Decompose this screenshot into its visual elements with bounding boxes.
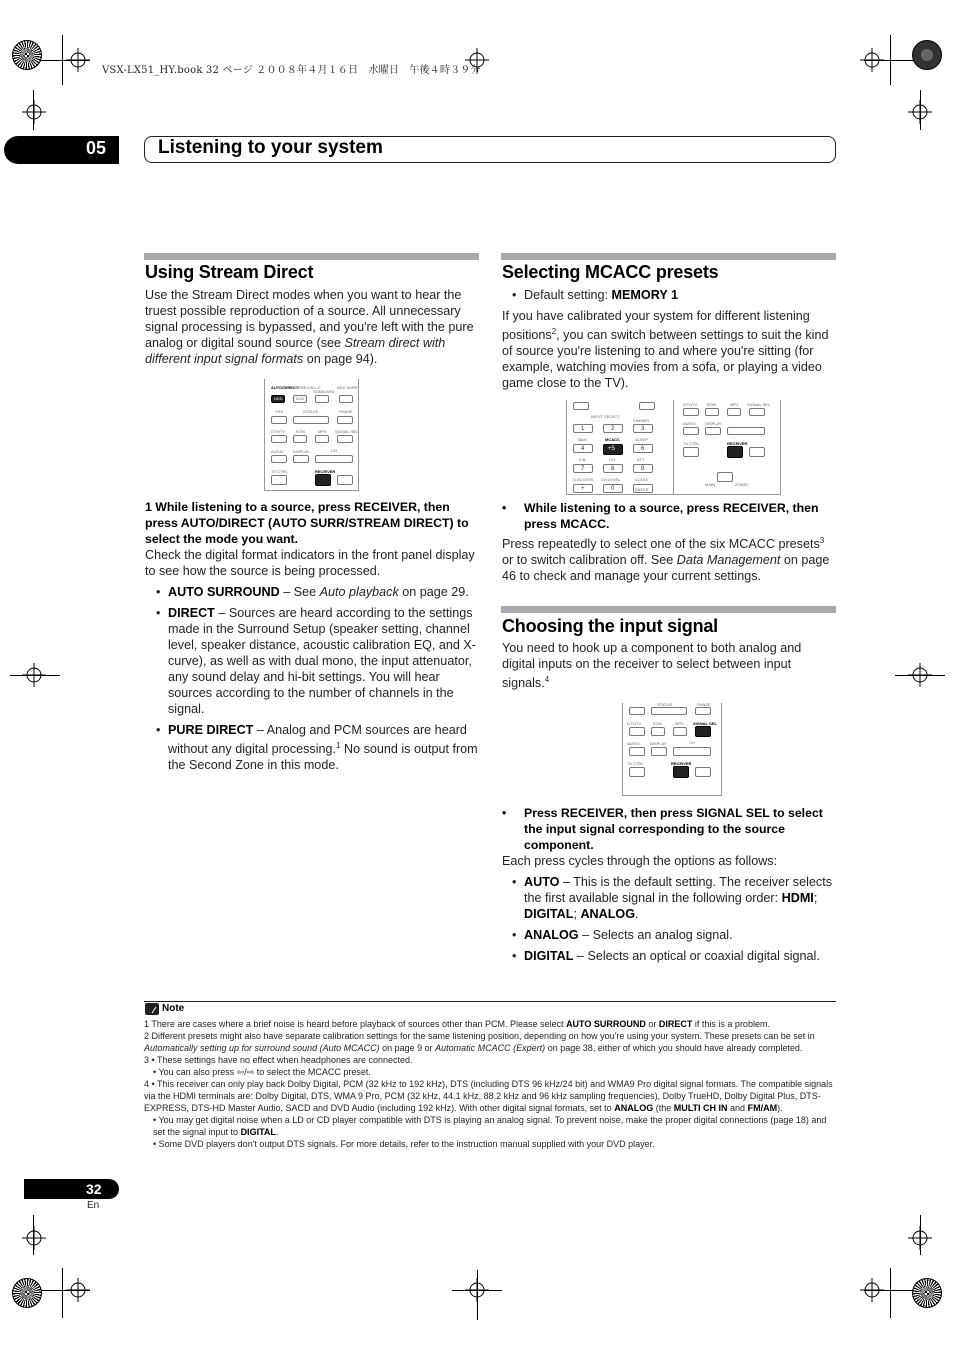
section-rule (501, 606, 836, 613)
cross-reference: Data Management (676, 553, 781, 568)
footnote: • Some DVD players don't output DTS signals. For more details, refer to the instruction manual supplied with your DVD player. (153, 1139, 655, 1149)
section-heading-mcacc: Selecting MCACC presets (502, 262, 719, 282)
registration-target-icon (465, 1278, 489, 1302)
stream-direct-step: 1 While listening to a source, press RECEIVER, then press AUTO/DIRECT (AUTO SURR/STREAM DIRECT) to select the mode you want. (145, 500, 469, 546)
note-divider (144, 1001, 836, 1002)
signal-sel-button (695, 726, 711, 737)
list-item: • AUTO – This is the default setting. The receiver selects the first available signal in the following order: HDMI; DIGITAL; ANALOG. (502, 874, 836, 922)
section-rule (501, 253, 836, 260)
mcacc-press-desc: Press repeatedly to select one of the six MCACC presets$^3$ or to switch calibration off. See Data Management on page 46 to check and manage your current settings. (502, 536, 830, 584)
receiver-button (727, 446, 743, 458)
stream-direct-modes (146, 584, 480, 778)
note-heading: Note (162, 1003, 185, 1014)
page-number: 32 (86, 1181, 102, 1197)
footnote: • You may get digital noise when a LD or CD player compatible with DTS is playing an analog signal. To prevent noise, make the proper digital connections (page 18) and set the signal input to DIGITAL. (153, 1115, 827, 1137)
footnote: 4 • This receiver can only play back Dolby Digital, PCM (32 kHz to 192 kHz), DTS (including DTS 96 kHz/24 bit) and WMA9 Pro digital signal formats. The compatible signals via the HDMI terminals are: Dolby Digital, DTS, WMA 9 Pro, PCM (32 kHz, 44.1 kHz, 88.2 kHz and 96 kHz sampling frequencies), Dolby TrueHD, Dolby Digital Plus, DTS-EXPRESS, DTS-HD Master Audio, SACD and DVD Audio (including 192 kHz). With other digital signal formats, set to ANALOG (the MULTI CH IN and FM/AM). (144, 1079, 833, 1113)
remote-illustration-mcacc: INPUT SELECT DIMMER 1 2 3 SBch MCACC SLEEP 4 +5 6 S.B CH ATT 7 8 9 D.ACCESS CH LEVEL CLASS + 0 ENTER DTV/TV EON MPX SIGNAL SEL AUDIO DISPLAY TV CTRL RECEIVER MAIN ZONE2 (566, 400, 781, 495)
mcacc-intro: If you have calibrated your system for different listening positions$^2$, you can switch between settings to suit the kind of source you're listening to and where you're sitting (for example, watching movies from a sofa, or playing a video game close to the TV). (502, 309, 829, 391)
registration-sunburst-icon (912, 40, 942, 70)
registration-target-icon (860, 48, 884, 72)
list-item: • ANALOG – Selects an analog signal. (502, 927, 836, 943)
registration-target-icon (908, 1226, 932, 1250)
chapter-number: 05 (86, 138, 107, 158)
list-item: • AUTO SURROUND – See Auto playback on page 29. (146, 584, 480, 600)
file-header: VSX-LX51_HY.book 32 ページ ２００８年４月１６日 水曜日 午後４時３９分 (102, 65, 481, 76)
mcacc-default (502, 287, 836, 308)
list-item: • DIRECT – Sources are heard according to the settings made in the Surround Setup (speaker setting, channel level, speaker distance, acoustic calibration EQ, and X-curve), as well as with dual mono, the input attenuator, any sound delay and hi-bit settings. You will hear sources according to the number of channels in the signal. (146, 605, 480, 717)
input-signal-step: • Press RECEIVER, then press SIGNAL SEL to select the input signal corresponding to the source component. (502, 806, 823, 852)
registration-sunburst-icon (912, 1278, 942, 1308)
section-heading-stream-direct: Using Stream Direct (145, 262, 314, 282)
registration-target-icon (908, 100, 932, 124)
note-pencil-icon (145, 1003, 159, 1015)
list-item: • Default setting: MEMORY 1 (502, 287, 836, 303)
section-heading-input-signal: Choosing the input signal (502, 616, 718, 636)
section-rule (144, 253, 479, 260)
stream-direct-step-desc: Check the digital format indicators in the front panel display to see how the source is being processed. (145, 548, 475, 578)
stream-direct-intro: Use the Stream Direct modes when you want to hear the truest possible reproduction of a source. All unnecessary signal processing is bypassed, and you're left with the pure analog or digital sound source (see Stream direct with different input signal formats on page 94). (145, 288, 474, 366)
registration-sunburst-icon (12, 40, 42, 70)
input-signal-cycle: Each press cycles through the options as follows: (502, 854, 778, 868)
footnote: 2 Different presets might also have separate calibration settings for the same listening position, depending on how you're using your system. These presets can be set in Automatically setting up for surround sound (Auto MCACC) on page 9 or Automatic MCACC (Expert) on page 38, either of which you should have already completed. (144, 1031, 815, 1053)
mcacc-step: • While listening to a source, press RECEIVER, then press MCACC. (502, 501, 819, 531)
list-item: • PURE DIRECT – Analog and PCM sources are heard without any digital processing.$^1$ No sound is output from the Second Zone in this mode. (146, 722, 480, 773)
input-signal-options (502, 874, 836, 969)
receiver-button (673, 766, 689, 778)
footnote: • You can also press ⇦/⇨ to select the MCACC preset. (153, 1067, 371, 1077)
remote-illustration-auto-direct: AUTO/DIRECT STEREO/A.L.C. STANDARD ADV SURR HDD DVD THX STATUS PHASE DTV/TV EON MPX SIGNAL SEL AUDIO DISPLAY CH TV CTRL RECEIVER (264, 379, 359, 491)
input-signal-intro: You need to hook up a component to both analog and digital inputs on the receiver to select between input signals.$^4$ (502, 641, 802, 691)
footnote: 3 • These settings have no effect when headphones are connected. (144, 1055, 413, 1065)
receiver-button (315, 474, 331, 486)
page-number-tab (24, 1179, 119, 1199)
cross-reference: Stream direct with different input signal formats (145, 336, 446, 366)
list-item: • DIGITAL – Selects an optical or coaxial digital signal. (502, 948, 836, 964)
page-language: En (87, 1200, 100, 1211)
registration-target-icon (22, 1226, 46, 1250)
remote-illustration-signal-sel: STATUS PHASE DTV/TV EON MPX SIGNAL SEL AUDIO DISPLAY CH TV CTRL RECEIVER (622, 703, 722, 796)
registration-target-icon (908, 663, 932, 687)
registration-target-icon (22, 663, 46, 687)
footnotes (144, 1018, 836, 1150)
registration-sunburst-icon (12, 1278, 42, 1308)
registration-target-icon (860, 1278, 884, 1302)
registration-target-icon (66, 48, 90, 72)
registration-target-icon (22, 100, 46, 124)
registration-target-icon (66, 1278, 90, 1302)
chapter-title: Listening to your system (158, 137, 383, 158)
footnote: 1 There are cases where a brief noise is heard before playback of sources other than PCM. Please select AUTO SURROUND or DIRECT if this is a problem. (144, 1019, 770, 1029)
